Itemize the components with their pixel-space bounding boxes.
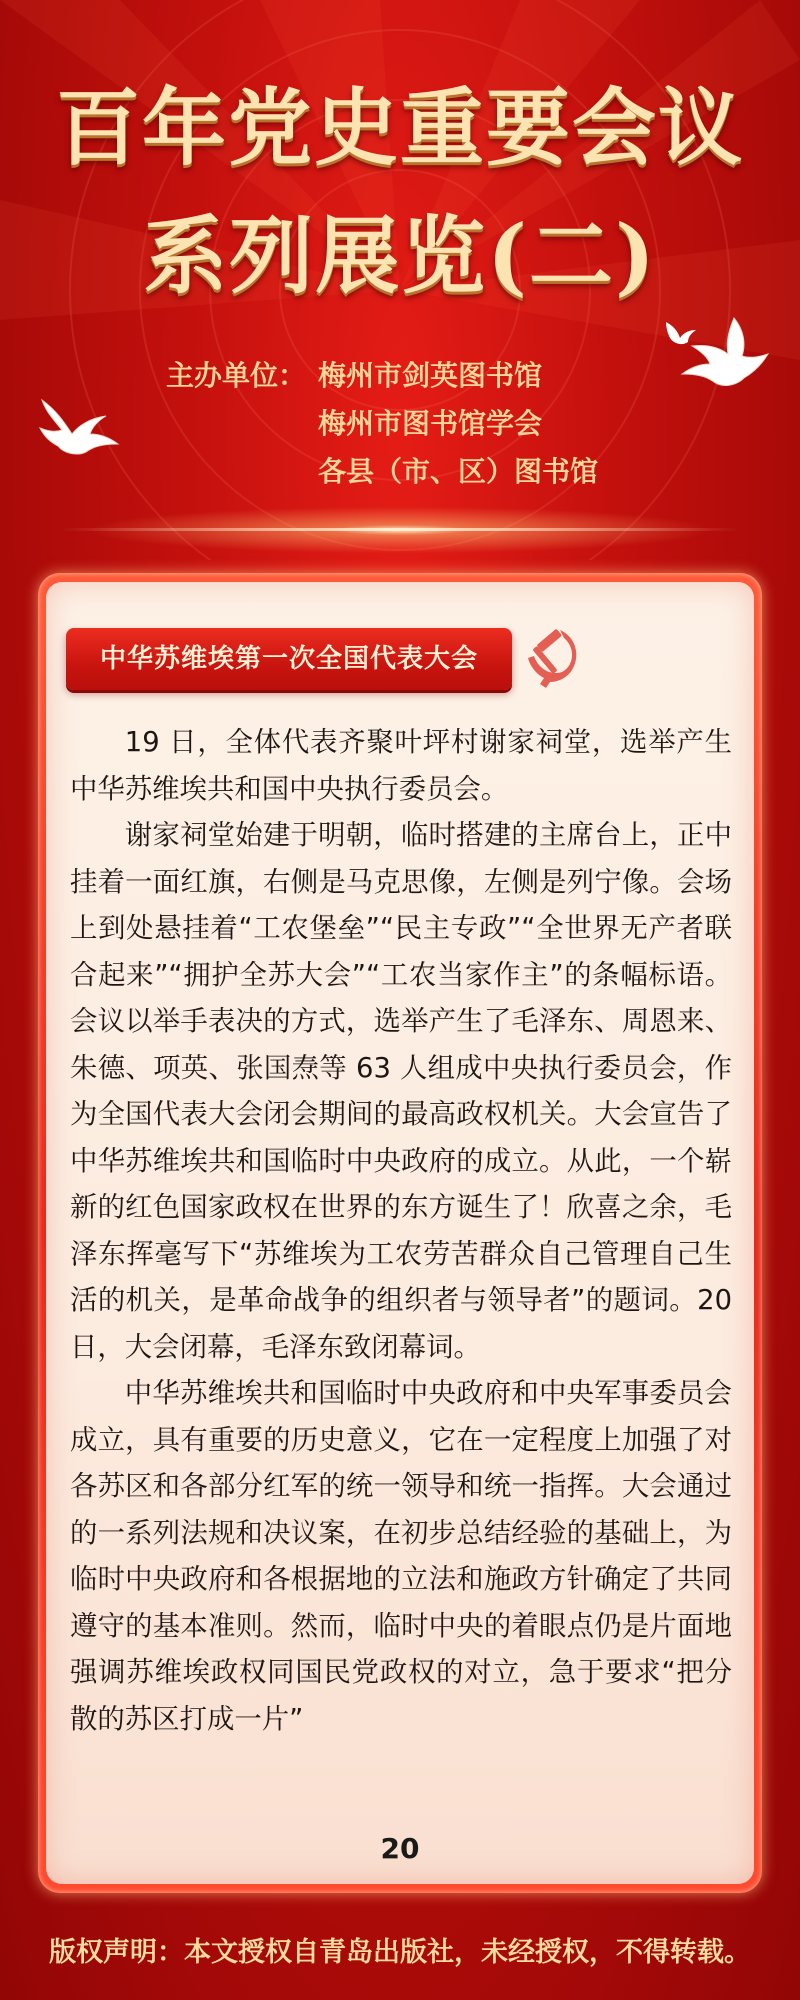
organizer-name: 梅州市图书馆学会 (318, 407, 543, 440)
header-divider (60, 528, 740, 531)
page-title-line-2: 系列展览(二) (143, 206, 657, 305)
article-paragraph: 19 日，全体代表齐聚叶坪村谢家祠堂，选举产生中华苏维埃共和国中央执行委员会。 (70, 727, 732, 805)
organizer-label: 主办单位： (166, 359, 307, 392)
section-title: 中华苏维埃第一次全国代表大会 (66, 628, 512, 690)
article-paragraph: 中华苏维埃共和国临时中央政府和中央军事委员会成立，具有重要的历史意义，它在一定程度上加强了对各苏区和各部分红军的统一领导和统一指挥。大会通过的一系列法规和决议案，在初步总结经验的基础上，为临时中央政府和各根据地的立法和施政方针确定了共同遵守的基本准则。然而，临时中央的着眼点仍是片面地强调苏维埃政权同国民党政权的对立，急于要求“把分散的苏区打成一片” (70, 1378, 732, 1735)
dove-icon (34, 392, 124, 462)
organizer-row (166, 400, 726, 448)
page-number: 20 (380, 1832, 420, 1865)
small-dove-icon (664, 318, 698, 348)
article-paragraph: 谢家祠堂始建于明朝，临时搭建的主席台上，正中挂着一面红旗，右侧是马克思像，左侧是列宁像。会场上到处悬挂着“工农堡垒”“民主专政”“全世界无产者联合起来”“拥护全苏大会”“工农当家作主”的条幅标语。会议以举手表决的方式，选举产生了毛泽东、周恩来、朱德、项英、张国焘等 63 人组成中央执行委员会，作为全国代表大会闭会期间的最高政权机关。大会宣告了中华苏维埃共和国临时中央政府的成立。从此，一个崭新的红色国家政权在世界的东方诞生了！欣喜之余，毛泽东挥毫写下“苏维埃为工农劳苦群众自己管理自己生活的机关，是革命战争的组织者与领导者”的题词。20 日，大会闭幕，毛泽东致闭幕词。 (70, 820, 732, 1363)
organizer-row (166, 448, 726, 496)
organizers-block (166, 352, 726, 496)
organizer-row (166, 352, 726, 400)
copyright-notice: 版权声明：本文授权自青岛出版社，未经授权，不得转载。 (49, 1937, 751, 1968)
page-title-line-1: 百年党史重要会议 (55, 78, 744, 177)
organizer-name: 各县（市、区）图书馆 (318, 455, 599, 488)
organizer-name: 梅州市剑英图书馆 (318, 359, 543, 392)
article-body (70, 720, 732, 1743)
hammer-sickle-icon (516, 622, 586, 692)
